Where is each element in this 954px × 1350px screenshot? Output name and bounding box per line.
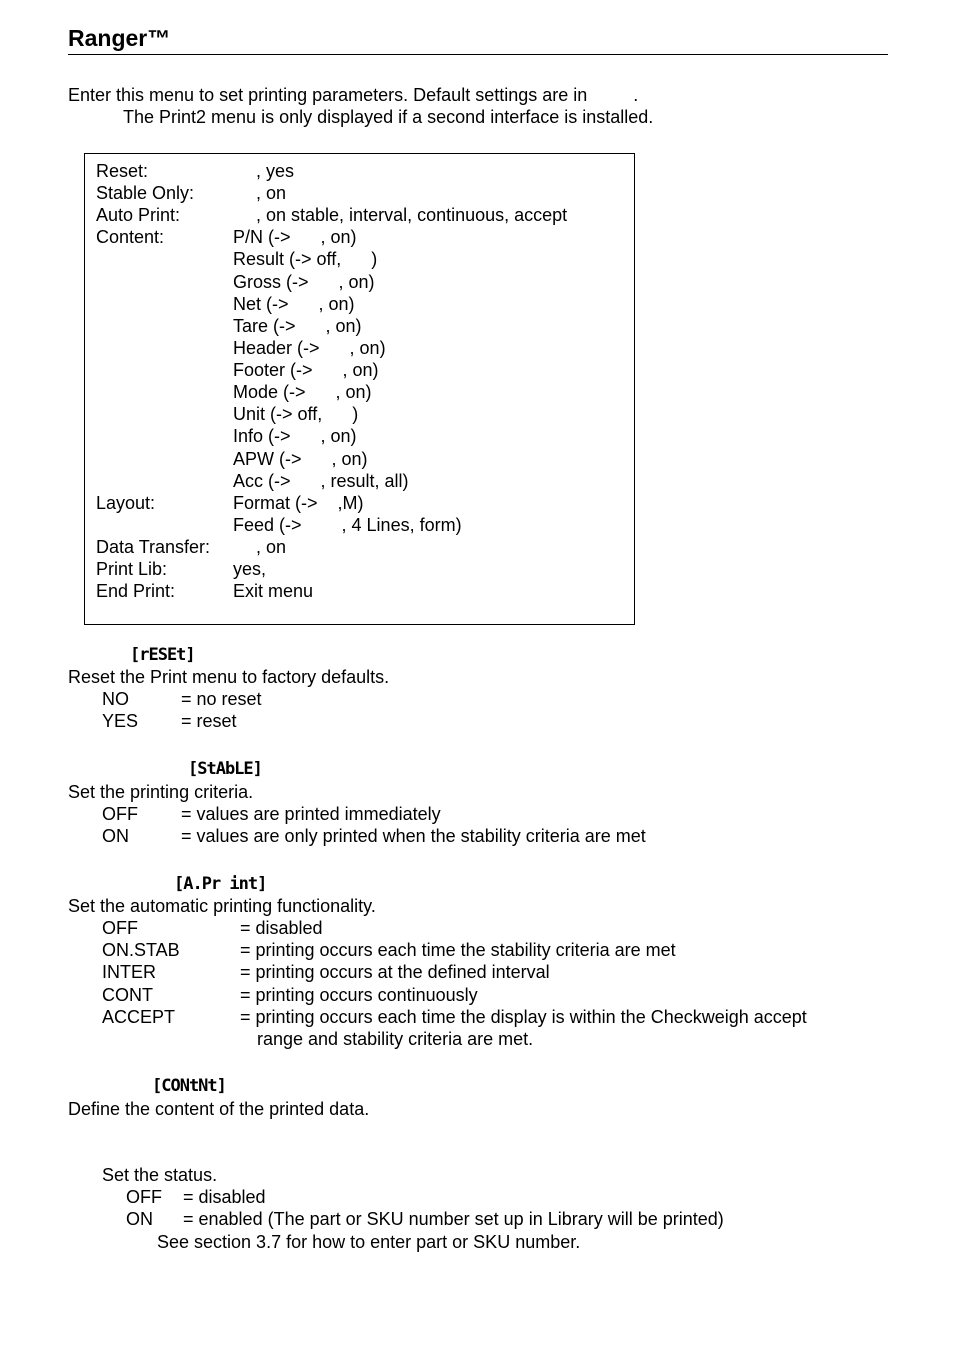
menu-label: Print Lib: (96, 559, 168, 579)
option-key: NO (102, 689, 129, 709)
option-value: = printing occurs continuously (240, 985, 478, 1005)
menu-value: Tare (-> , on) (233, 316, 362, 336)
intro-note: The Print2 menu is only displayed if a second interface is installed. (123, 107, 654, 127)
option-key: OFF (102, 804, 138, 824)
menu-value: P/N (-> , on) (233, 227, 357, 247)
option-value: = printing occurs each time the display is within the Checkweigh accept (240, 1007, 807, 1027)
menu-value: APW (-> , on) (233, 449, 368, 469)
menu-value: Header (-> , on) (233, 338, 386, 358)
option-value: = disabled (240, 918, 323, 938)
option-value: = values are printed immediately (181, 804, 441, 824)
option-value: = printing occurs each time the stability criteria are met (240, 940, 676, 960)
page-title: Ranger™ (68, 25, 171, 51)
reset-description: Reset the Print menu to factory defaults. (68, 667, 390, 687)
content-description: Define the content of the printed data. (68, 1099, 370, 1119)
content-status: Set the status. (102, 1165, 218, 1185)
menu-value: Acc (-> , result, all) (233, 471, 409, 491)
menu-value: Result (-> off, ) (233, 249, 378, 269)
stable-description: Set the printing criteria. (68, 782, 254, 802)
option-key: OFF (126, 1187, 162, 1207)
menu-value: Unit (-> off, ) (233, 404, 359, 424)
menu-label: Layout: (96, 493, 156, 513)
option-key: YES (102, 711, 139, 731)
option-key: OFF (102, 918, 138, 938)
menu-label: End Print: (96, 581, 176, 601)
option-key: ON (102, 826, 129, 846)
menu-label: Content: (96, 227, 165, 247)
option-value: = disabled (183, 1187, 266, 1207)
intro-period: . (633, 85, 639, 105)
menu-value: Gross (-> , on) (233, 272, 375, 292)
option-value: = reset (181, 711, 237, 731)
intro-text: Enter this menu to set printing parameters. Default settings are in (68, 85, 588, 105)
reset-display-code: [rESEt] (130, 645, 195, 665)
stable-display-code: [StAbLE] (188, 759, 262, 779)
option-key: INTER (102, 962, 156, 982)
menu-value: , on stable, interval, continuous, accept (256, 205, 568, 225)
menu-value: , on (256, 183, 287, 203)
content-display-code: [CONtNt] (152, 1076, 226, 1096)
menu-label: Reset: (96, 161, 149, 181)
menu-label: Auto Print: (96, 205, 181, 225)
menu-value: , on (256, 537, 287, 557)
option-value: = enabled (The part or SKU number set up in Library will be printed) (183, 1209, 724, 1229)
autoprint-description: Set the automatic printing functionality. (68, 896, 376, 916)
content-see-section: See section 3.7 for how to enter part or SKU number. (157, 1232, 581, 1252)
menu-value: Mode (-> , on) (233, 382, 372, 402)
intro-line (68, 84, 638, 106)
menu-value: yes, (233, 559, 267, 579)
menu-value: Exit menu (233, 581, 314, 601)
option-key: ACCEPT (102, 1007, 176, 1027)
autoprint-display-code: [A.Pr int] (174, 874, 267, 894)
option-value-continued: range and stability criteria are met. (257, 1029, 534, 1049)
header-rule (68, 54, 888, 55)
option-key: ON (126, 1209, 153, 1229)
option-value: = no reset (181, 689, 262, 709)
option-key: ON.STAB (102, 940, 180, 960)
option-value: = values are only printed when the stability criteria are met (181, 826, 646, 846)
menu-value: Footer (-> , on) (233, 360, 379, 380)
menu-value: Info (-> , on) (233, 426, 357, 446)
option-value: = printing occurs at the defined interval (240, 962, 550, 982)
menu-value: , yes (256, 161, 295, 181)
menu-label: Stable Only: (96, 183, 195, 203)
menu-value: Format (-> ,M) (233, 493, 364, 513)
menu-value: Net (-> , on) (233, 294, 355, 314)
menu-value: Feed (-> , 4 Lines, form) (233, 515, 462, 535)
menu-label: Data Transfer: (96, 537, 211, 557)
option-key: CONT (102, 985, 153, 1005)
